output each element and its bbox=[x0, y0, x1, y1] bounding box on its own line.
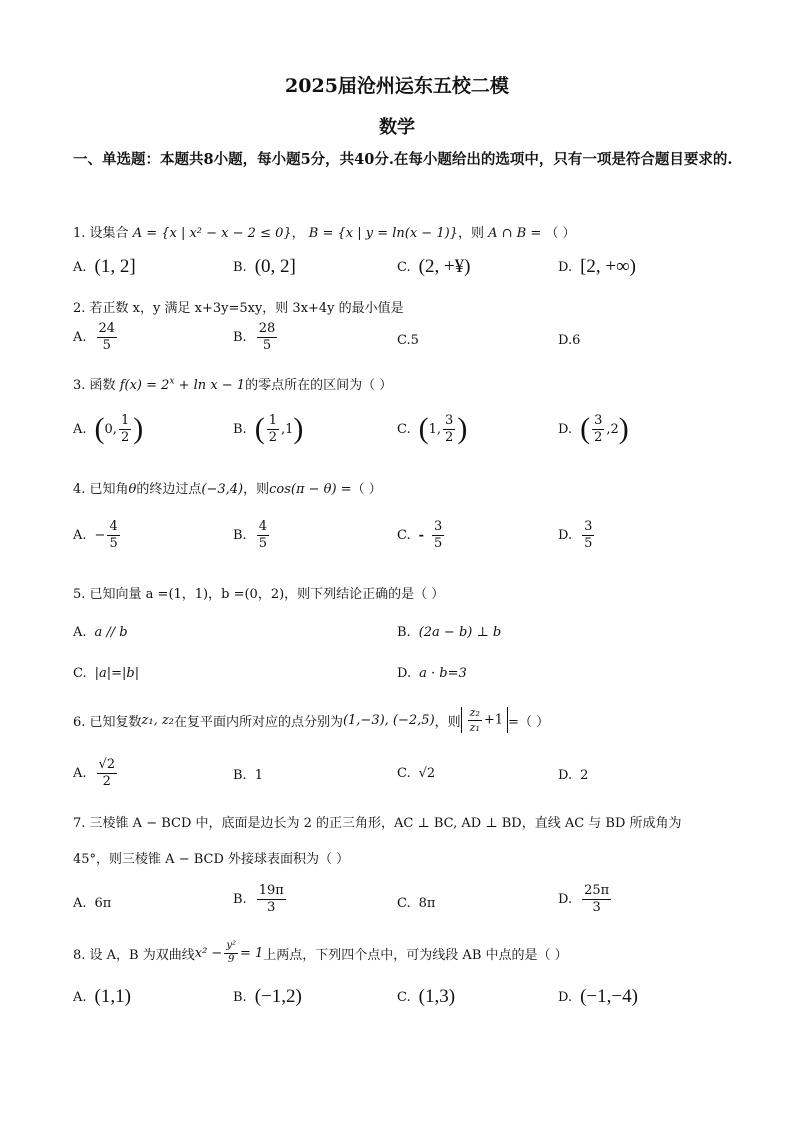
question-1-option-a[interactable]: A. (1, 2] bbox=[73, 256, 136, 277]
question-2-option-b[interactable]: B. $\frac{28}{5}$ bbox=[233, 321, 276, 353]
question-4-option-a[interactable]: A. − $\frac{4}{5}$ bbox=[73, 519, 118, 551]
question-2-option-a[interactable]: A. $\frac{24}{5}$ bbox=[73, 321, 116, 353]
question-8-option-a[interactable]: A. (1,1) bbox=[73, 986, 131, 1007]
question-6-option-b[interactable]: B. 1 bbox=[233, 768, 263, 783]
question-8-option-b[interactable]: B. (−1,2) bbox=[233, 986, 302, 1007]
exam-title: 2025届沧州运东五校二模 bbox=[285, 75, 509, 97]
question-7-option-c[interactable]: C. 8π bbox=[397, 896, 436, 911]
question-8-option-d[interactable]: D. (−1,−4) bbox=[558, 986, 638, 1007]
question-8-stem: 8. 设 A，B 为双曲线 x² − $\frac{\text{y²}}{9}$ = 1 上两点，下列四个点中，可为线段 AB 中点的是（ ） bbox=[73, 940, 568, 965]
question-7-stem-line1: 7. 三棱锥 A − BCD 中，底面是边长为 2 的正三角形，AC ⊥ BC, AD ⊥ BD，直线 AC 与 BD 所成角为 bbox=[73, 816, 682, 831]
question-3-stem: 3. 函数 $f(x) = 2^x + \ln x - 1$的零点所在的区间为（ ） bbox=[73, 376, 393, 393]
question-3-option-a[interactable]: A. ( 0, $\frac{1}{2}$ ) bbox=[73, 412, 144, 445]
question-4-option-b[interactable]: B. $\frac{4}{5}$ bbox=[233, 519, 267, 551]
question-3-option-c[interactable]: C. ( 1, $\frac{3}{2}$ ) bbox=[397, 412, 468, 445]
question-1-stem: 1. 设集合 A = {x | x² − x − 2 ≤ 0}， B = {x | y = ln(x − 1)}，则 A ∩ B = （ ） bbox=[73, 226, 576, 241]
question-2-option-c[interactable]: C. 5 bbox=[397, 333, 419, 348]
question-2-stem: 2. 若正数 x，y 满足 x+3y=5xy，则 3x+4y 的最小值是 bbox=[73, 301, 404, 316]
question-4-stem: 4. 已知角θ的终边过点(−3,4)，则cos(π − θ) =（ ） bbox=[73, 482, 382, 497]
question-5-option-c[interactable]: C. |a|=|b| bbox=[73, 666, 140, 681]
question-8-option-c[interactable]: C. (1,3) bbox=[397, 986, 456, 1007]
question-4-option-c[interactable]: C. - $\frac{3}{5}$ bbox=[397, 519, 443, 551]
question-3-option-d[interactable]: D. ( $\frac{3}{2}$ ,2 ) bbox=[558, 412, 629, 445]
question-1-option-b[interactable]: B. (0, 2] bbox=[233, 256, 296, 277]
question-5-option-b[interactable]: B. (2a − b) ⊥ b bbox=[397, 625, 502, 640]
subject-title: 数学 bbox=[379, 117, 415, 138]
question-2-option-d[interactable]: D. 6 bbox=[558, 333, 581, 348]
question-5-option-d[interactable]: D. a · b=3 bbox=[397, 666, 467, 681]
question-1-option-c[interactable]: C. (2, +¥) bbox=[397, 256, 471, 277]
question-4-option-d[interactable]: D. $\frac{3}{5}$ bbox=[558, 519, 593, 551]
question-7-stem-line2: 45°，则三棱锥 A − BCD 外接球表面积为（ ） bbox=[73, 852, 350, 867]
question-6-option-c[interactable]: C. √2 bbox=[397, 766, 436, 781]
question-6-option-d[interactable]: D. 2 bbox=[558, 768, 589, 783]
question-7-option-b[interactable]: B. $\frac{19\pi}{3}$ bbox=[233, 883, 284, 915]
section-heading: 一、单选题：本题共8小题，每小题5分，共40分.在每小题给出的选项中，只有一项是符合题目要求的. bbox=[73, 151, 733, 168]
question-7-option-d[interactable]: D. $\frac{25\pi}{3}$ bbox=[558, 883, 610, 915]
question-1-option-d[interactable]: D. [2, +∞) bbox=[558, 256, 637, 277]
question-5-option-a[interactable]: A. a // b bbox=[73, 625, 128, 640]
question-5-stem: 5. 已知向量 a =(1，1)，b =(0，2)，则下列结论正确的是（ ） bbox=[73, 587, 445, 602]
modulus-expression: $\frac{\text{z₂}}{\text{z₁}}$ +1 bbox=[461, 707, 508, 733]
question-3-option-b[interactable]: B. ( $\frac{1}{2}$ ,1 ) bbox=[233, 412, 304, 445]
question-6-stem: 6. 已知复数 z₁, z₂ 在复平面内所对应的点分别为 (1,−3), (−2,5) ，则 $\frac{\text{z₂}}{\text{z₁}}$ +1 =（ ） bbox=[73, 706, 550, 734]
question-7-option-a[interactable]: A. 6π bbox=[73, 896, 112, 911]
question-6-option-a[interactable]: A. $\frac{√2}{2}$ bbox=[73, 757, 116, 789]
